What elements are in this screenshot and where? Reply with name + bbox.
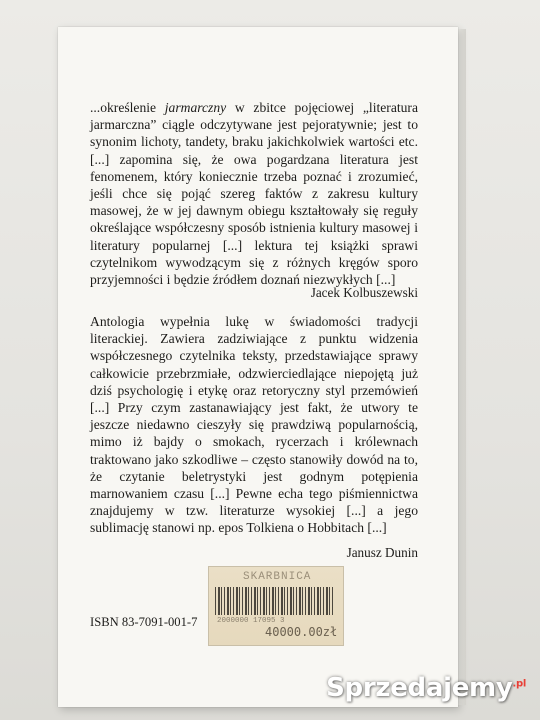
isbn-number: ISBN 83-7091-001-7 xyxy=(90,615,198,629)
blurb-quote-kolbuszewski xyxy=(90,99,418,288)
blurb-quote-dunin: Antologia wypełnia lukę w świadomości tradycji literackiej. Zawiera zadziwiające z punktu widzenia współczesnego czytelnika teksty, przedstawiające sprawy całkowicie przebrzmiałe, odzwierciedlające niepojętą już dziś psychologię i etykę oraz retoryczny styl przemówień [...] Przy czym zastanawiający jest fakt, że utwory te jeszcze niedawno cieszyły się prawdziwą popularnością, mimo iż bajdy o smokach, rycerzach i królewnach traktowano jako szkodliwe – często stanowiły dowód na to, że czytanie beletrystyki jest godnym potępienia marnowaniem czasu [...] Pewne echa tego piśmiennictwa znajdujemy w tzw. literaturze wysokiej [...] a jego sublimację stanowi np. epos Tolkiena o Hobbitach [...] xyxy=(90,314,418,536)
shop-label: SKARBNICA xyxy=(243,571,312,583)
price-value: 40000.00zł xyxy=(265,625,338,639)
book-back-cover xyxy=(58,27,458,707)
quote-text-rest: w zbitce pojęciowej „literatura jarmarczna” ciągle odczytywane jest pejoratywnie; jest to synonim lichoty, tandety, braku jakichkolwiek wartości etc. [...] zapomina się, że owa pogardzana literatura jest fenomenem, który koniecznie trzeba poznać i zrozumieć, jeśli chce się pojąć szereg faktów z zakresu kultury masowej, że w jej dawnym obiegu kształtowały się reguły określające współczesny sposób istnienia kultury masowej i literatury popularnej [...] lektura tej książki sprawi czytelnikom wywodzącym się z różnych kręgów sporo przyjemności i będzie źródłem doznań niezwykłych [...] xyxy=(90,100,418,288)
watermark-text: Sprzedajemy xyxy=(326,673,513,703)
price-sticker xyxy=(208,566,344,646)
barcode-number: 2000000 17095 3 xyxy=(217,617,285,625)
quote-text-start: ...określenie xyxy=(90,100,165,115)
book-spine-edge xyxy=(458,29,466,705)
quote-italic-word: jarmarczny xyxy=(164,100,227,115)
watermark-domain: .pl xyxy=(512,678,526,690)
barcode-icon xyxy=(215,587,335,615)
quote-author-kolbuszewski: Jacek Kolbuszewski xyxy=(310,285,418,300)
quote-author-dunin: Janusz Dunin xyxy=(346,545,418,560)
sprzedajemy-watermark-logo xyxy=(326,673,526,703)
